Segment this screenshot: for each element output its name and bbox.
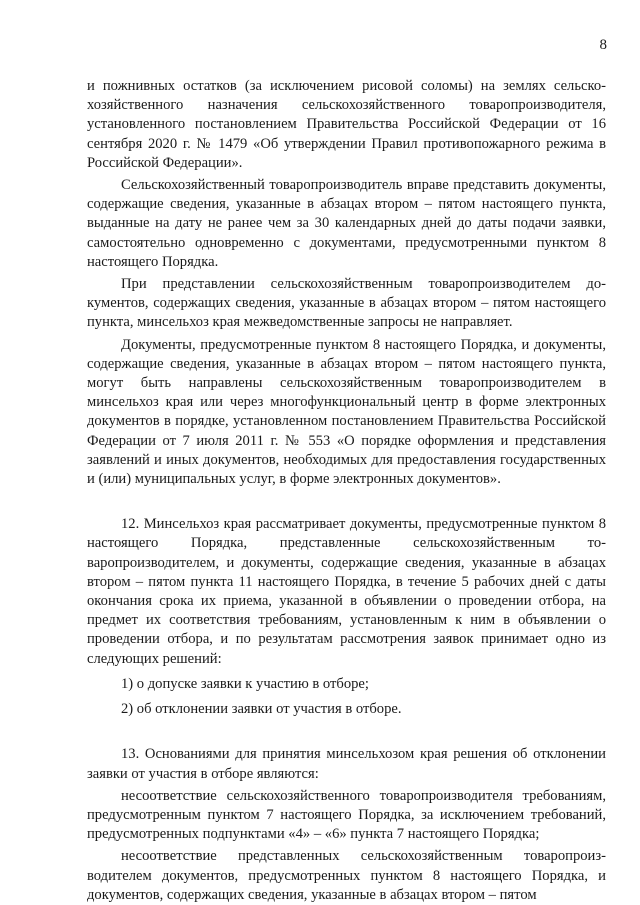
- paragraph-documents-right: Сельскохозяйственный товаропроизводитель вправе представить документы, содержащие сведения, указанные в абзацах втором – пятом настоящего пункта, выданные на дату не ранее чем за 30 календарных дней до даты подачи заявки, самостоятельно одновременно с документами, предусмотренными пунктом 8 настоящего Порядка.: [87, 177, 606, 270]
- list-item-reject-application: 2) об отклонении заявки от участия в отборе.: [121, 701, 402, 718]
- paragraph-no-interagency-requests: При представлении сельскохозяйственным товаропроизводителем документов, содержащих сведения, указанные в абзацах втором – пятом настоящего пункта, минсельхоз края межведомственные запросы не направляет.: [87, 276, 606, 331]
- paragraph-electronic-submission: Документы, предусмотренные пунктом 8 настоящего Порядка, и документы, содержащие сведения, указанные в абзацах втором – пятом настоящего пункта, могут быть направлены сельскохозяйственным товаропроизводителем в минсельхоз края или через многофункциональный центр в форме электронных документов в порядке, установленном постановлением Правительства Российской Федерации от 7 июля 2011 г. № 553 «О порядке оформления и представления заявлений и иных документов, необходимых для предоставления государственных и (или) муниципальных услуг, в форме электронных документов».: [87, 336, 606, 488]
- paragraph-continuation: и пожнивных остатков (за исключением рисовой соломы) на землях сельскохозяйственного назначения сельскохозяйственного товаропроизводителя, установленного постановлением Правительства Российской Федерации от 16 сентября 2020 г. № 1479 «Об утверждении Правил противопожарного режима в Российской Федерации».: [87, 78, 606, 171]
- page-number: 8: [599, 37, 607, 53]
- paragraph-documents-mismatch: несоответствие представленных сельскохозяйственным товаропроизводителем документов, предусмотренных пунктом 8 настоящего Порядка, и документов, содержащих сведения, указанные в абзацах втором – пятом: [87, 848, 606, 903]
- list-item-admit-application: 1) о допуске заявки к участию в отборе;: [121, 675, 369, 692]
- paragraph-requirements-mismatch: несоответствие сельскохозяйственного товаропроизводителя требованиям, предусмотренным пунктом 7 настоящего Порядка, за исключением требований, предусмотренных подпунктами «4» – «6» пункта 7 настоящего Порядка;: [87, 787, 606, 843]
- document-body: [87, 77, 606, 905]
- paragraph-section-12: 12. Минсельхоз края рассматривает документы, предусмотренные пунктом 8 настоящего Порядка, представленные сельскохозяйственным товаропроизводителем, и документы, содержащие сведения, указанные в абзацах втором – пятом пункта 11 настоящего Порядка, в течение 5 рабочих дней с даты окончания срока их приема, указанной в объявлении о проведении отбора, на предмет их соответствия требованиям, установленным к ним в объявлении о проведении отбора, и по результатам рассмотрения заявок принимает одно из следующих решений:: [87, 516, 606, 667]
- paragraph-section-13: 13. Основаниями для принятия минсельхозом края решения об отклонении заявки от участия в отборе являются:: [87, 746, 606, 782]
